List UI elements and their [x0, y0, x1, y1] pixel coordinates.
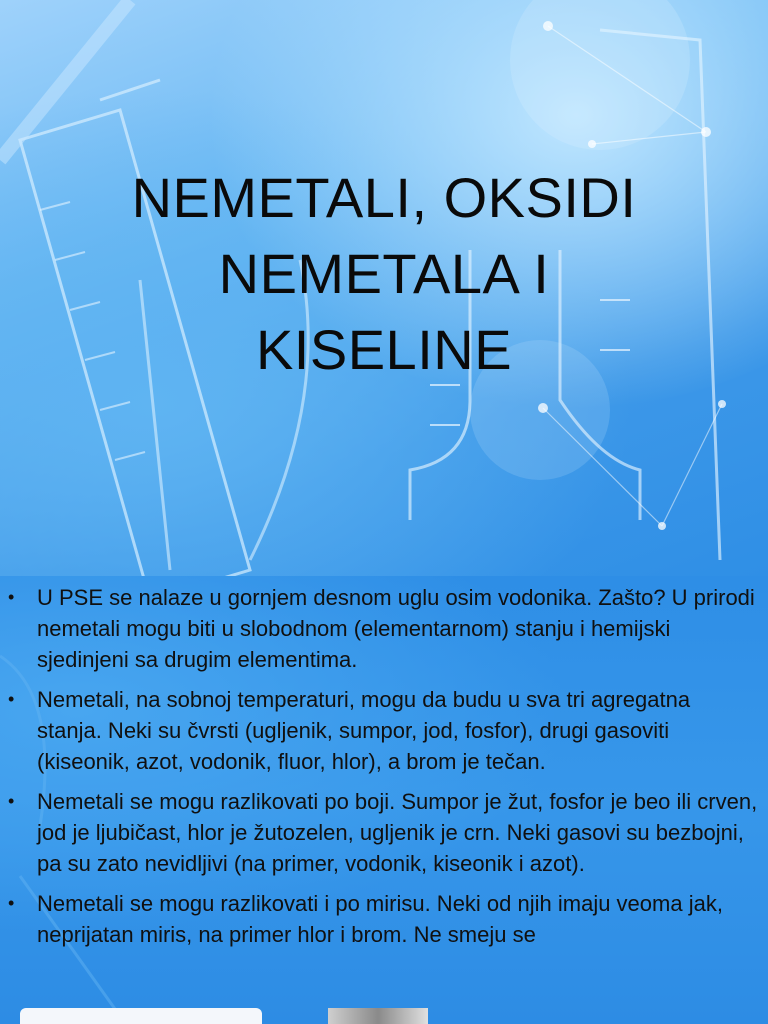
list-item — [0, 582, 768, 675]
title-line-3: KISELINE — [255, 318, 513, 381]
bullet-dot: • — [8, 791, 15, 811]
bullet-list — [0, 582, 768, 959]
list-item — [0, 786, 768, 879]
slide-title — [60, 160, 708, 388]
content-slide — [0, 576, 768, 1024]
list-item — [0, 888, 768, 950]
bullet-dot: • — [8, 893, 15, 913]
bullet-text: U PSE se nalaze u gornjem desnom uglu osim vodonika. Zašto? U prirodi nemetali mogu biti u slobodnom (elementarnom) stanju i hemijski sjedinjeni sa drugim elementima. — [37, 585, 755, 672]
bullet-text: Nemetali, na sobnoj temperaturi, mogu da budu u sva tri agregatna stanja. Neki su čvrsti (ugljenik, sumpor, jod, fosfor), drugi gasoviti (kiseonik, azot, vodonik, fluor, hlor), a brom je tečan. — [37, 687, 691, 774]
bullet-text: Nemetali se mogu razlikovati po boji. Sumpor je žut, fosfor je beo ili crven, jod je ljubičast, hlor je žutozelen, ugljenik je crn. Neki gasovi su bezbojni, pa su zato nevidljivi (na primer, vodonik, kiseonik i azot). — [37, 789, 758, 876]
title-line-2: NEMETALA I — [218, 242, 550, 305]
list-item — [0, 684, 768, 777]
bullet-text: Nemetali se mogu razlikovati i po mirisu. Neki od njih imaju veoma jak, neprijatan miris, na primer hlor i brom. Ne smeju se — [37, 891, 723, 947]
title-line-1: NEMETALI, OKSIDI — [131, 166, 637, 229]
image-thumbnail — [20, 1008, 262, 1024]
bullet-dot: • — [8, 689, 15, 709]
bullet-dot: • — [8, 587, 15, 607]
image-thumbnail — [328, 1008, 428, 1024]
